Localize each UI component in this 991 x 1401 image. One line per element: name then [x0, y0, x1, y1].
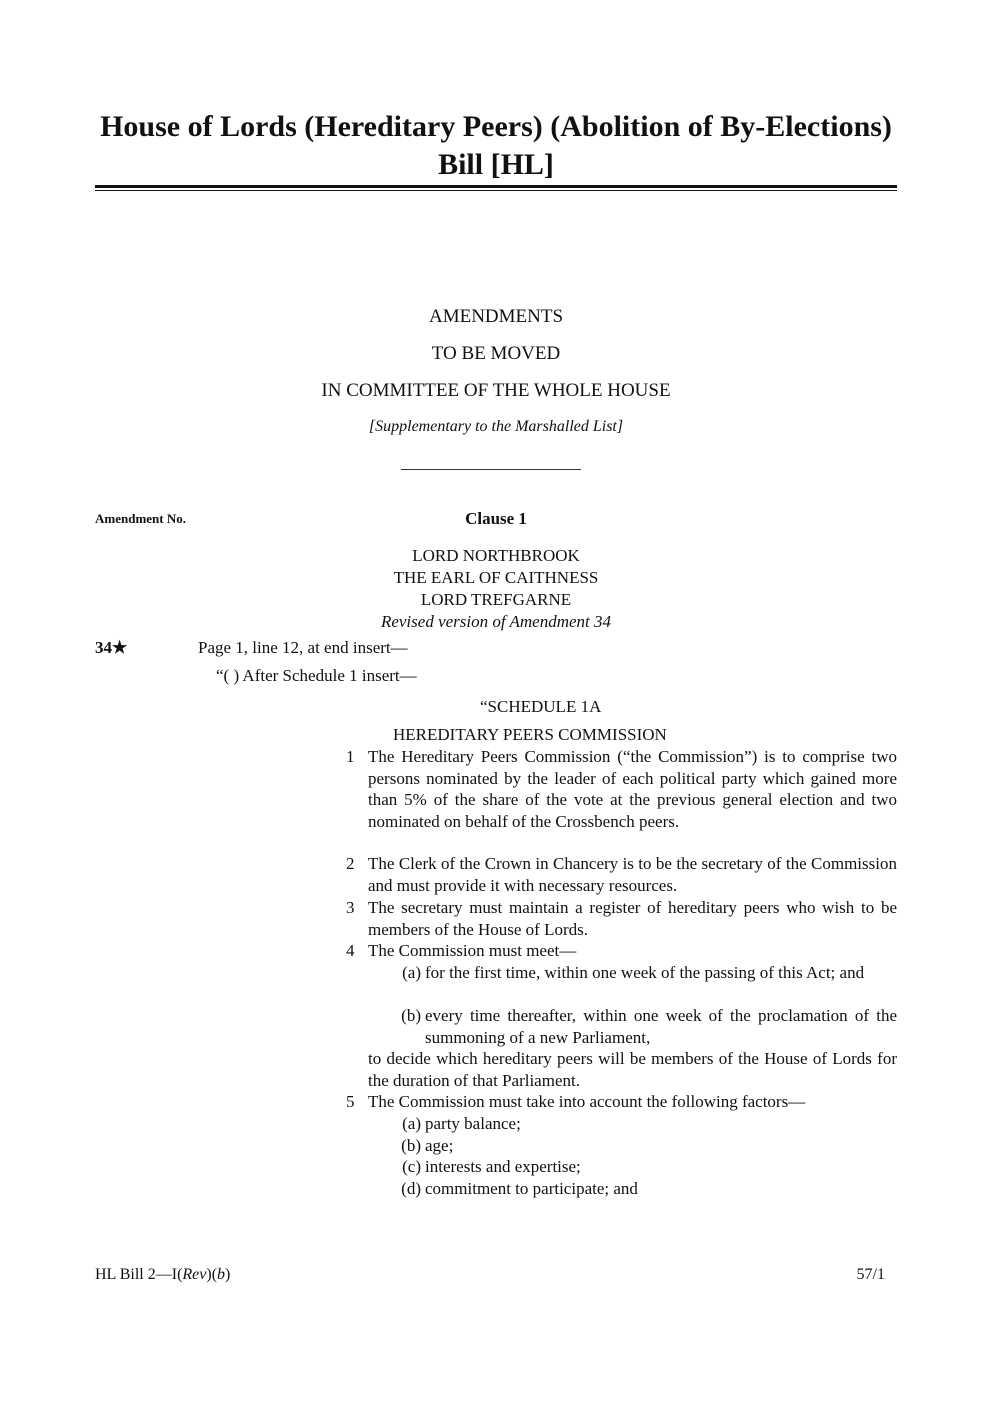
- title-rule-thick: [95, 185, 897, 188]
- bill-ref-suffix: ): [225, 1266, 231, 1283]
- heading-to-be-moved: TO BE MOVED: [431, 343, 561, 364]
- para-4-tail: [346, 1048, 897, 1091]
- para-number: 5: [346, 1092, 355, 1111]
- document-title: House of Lords (Hereditary Peers) (Abolition of By-Elections) Bill [HL]: [100, 110, 892, 181]
- para-text: The Hereditary Peers Commission (“the Commission”) is to comprise two persons nominated by the leader of each political party which gained more than 5% of the share of the vote at the previous general election and two nominated on behalf of the Crossbench peers.: [368, 747, 897, 831]
- para-5-item-c: [389, 1156, 897, 1178]
- amendment-instruction: Page 1, line 12, at end insert—: [198, 638, 408, 657]
- item-label: (b): [401, 1136, 421, 1155]
- heading-committee: IN COMMITTEE OF THE WHOLE HOUSE: [321, 380, 671, 401]
- movers-block: [95, 545, 897, 633]
- footer-bill-reference: [95, 1266, 230, 1284]
- para-text: The Clerk of the Crown in Chancery is to be the secretary of the Commission and must provide it with necessary resources.: [368, 854, 897, 895]
- title-rule-thin: [95, 190, 897, 191]
- schedule-para-5: [346, 1091, 897, 1113]
- item-text: commitment to participate; and: [425, 1179, 638, 1198]
- para-number: 1: [346, 747, 355, 766]
- clause-heading: Clause 1: [465, 509, 527, 528]
- para-number: 2: [346, 854, 355, 873]
- schedule-para-1: [346, 746, 897, 832]
- mover-name: LORD NORTHBROOK: [412, 546, 580, 565]
- section-divider: [401, 469, 581, 470]
- subheading: [Supplementary to the Marshalled List]: [368, 418, 624, 435]
- para-number: 3: [346, 898, 355, 917]
- revision-note: Revised version of Amendment 34: [380, 612, 612, 631]
- para-number: 4: [346, 941, 355, 960]
- para-text: The Commission must meet—: [368, 941, 577, 960]
- para-tail-text: to decide which hereditary peers will be members of the House of Lords for the duration of that Parliament.: [368, 1049, 897, 1090]
- schedule-para-2: [346, 853, 897, 896]
- item-label: (a): [402, 963, 421, 982]
- amendment-no-label: Amendment No.: [95, 511, 186, 526]
- item-text: for the first time, within one week of the passing of this Act; and: [425, 963, 865, 982]
- item-label: (d): [401, 1179, 421, 1198]
- mover-name: THE EARL OF CAITHNESS: [393, 568, 599, 587]
- schedule-para-3: [346, 897, 897, 940]
- item-text: party balance;: [425, 1114, 521, 1133]
- para-5-item-a: [389, 1113, 897, 1135]
- item-text: age;: [425, 1136, 454, 1155]
- heading-amendments: AMENDMENTS: [428, 306, 564, 327]
- para-4-item-a: [389, 962, 897, 984]
- mover-name: LORD TREFGARNE: [420, 590, 572, 609]
- item-label: (a): [402, 1114, 421, 1133]
- amendment-number: 34★: [95, 638, 128, 657]
- para-text: The Commission must take into account the following factors—: [368, 1092, 806, 1111]
- para-5-item-d: [389, 1178, 897, 1200]
- bill-ref-mid: )(: [206, 1266, 218, 1283]
- schedule-para-4: [346, 940, 897, 962]
- schedule-title: “SCHEDULE 1A: [480, 697, 602, 716]
- item-label: (c): [402, 1157, 421, 1176]
- para-4-item-b: [389, 1005, 897, 1048]
- schedule-heading: HEREDITARY PEERS COMMISSION: [393, 725, 667, 744]
- footer-page-reference: 57/1: [856, 1266, 885, 1283]
- item-label: (b): [401, 1006, 421, 1025]
- bill-ref-rev: Rev: [182, 1266, 207, 1283]
- insert-line: “( ) After Schedule 1 insert—: [216, 666, 417, 685]
- bill-ref-prefix: HL Bill 2—I(: [95, 1266, 183, 1283]
- item-text: every time thereafter, within one week of the proclamation of the summoning of a new Parliament,: [425, 1006, 897, 1047]
- para-5-item-b: [389, 1135, 897, 1157]
- item-text: interests and expertise;: [425, 1157, 581, 1176]
- para-text: The secretary must maintain a register of hereditary peers who wish to be members of the House of Lords.: [368, 898, 897, 939]
- bill-ref-b: b: [217, 1266, 226, 1283]
